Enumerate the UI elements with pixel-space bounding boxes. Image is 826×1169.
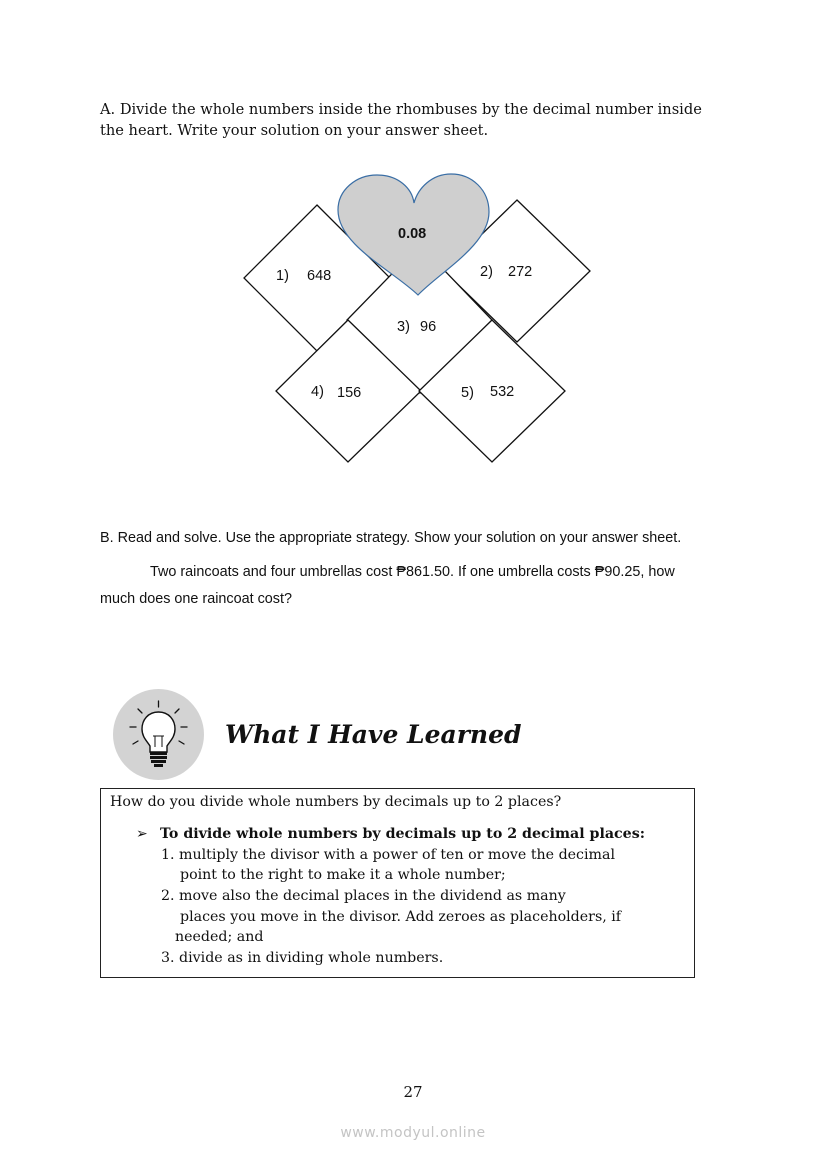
step-line-5: needed; and bbox=[175, 929, 264, 945]
rhombus-1-number: 1) bbox=[276, 268, 289, 284]
rhombus-3-number: 3) bbox=[397, 319, 410, 335]
step-line-3: 2. move also the decimal places in the dividend as many bbox=[161, 888, 566, 904]
step-line-6: 3. divide as in dividing whole numbers. bbox=[161, 950, 444, 966]
rhombus-2-number: 2) bbox=[480, 264, 493, 280]
rhombus-3-value: 96 bbox=[420, 319, 437, 335]
part-a-line-2: the heart. Write your solution on your answer sheet. bbox=[100, 122, 489, 139]
rhombus-5-number: 5) bbox=[461, 385, 474, 401]
rhombus-1-value: 648 bbox=[307, 268, 332, 284]
word-problem bbox=[100, 559, 730, 613]
division-figure bbox=[0, 0, 826, 520]
page-number: 27 bbox=[403, 1083, 423, 1101]
arrow-bullet-icon: ➢ bbox=[136, 826, 148, 842]
summary-heading-text: To divide whole numbers by decimals up to 2 decimal places: bbox=[160, 826, 645, 842]
heart-value: 0.08 bbox=[398, 226, 427, 242]
word-problem-line-2: much does one raincoat cost? bbox=[100, 591, 292, 607]
rhombus-2-value: 272 bbox=[508, 264, 533, 280]
part-a-line-1: A. Divide the whole numbers inside the rhombuses by the decimal number inside bbox=[100, 101, 702, 118]
step-line-4: places you move in the divisor. Add zeroes as placeholders, if bbox=[180, 909, 622, 925]
watermark: www.modyul.online bbox=[340, 1125, 486, 1141]
rhombus-4-number: 4) bbox=[311, 384, 324, 400]
step-line-1: 1. multiply the divisor with a power of ten or move the decimal bbox=[161, 847, 615, 863]
section-title: What I Have Learned bbox=[225, 720, 522, 749]
summary-question: How do you divide whole numbers by decimals up to 2 places? bbox=[110, 794, 562, 810]
lightbulb-icon bbox=[113, 689, 204, 780]
summary-heading bbox=[136, 826, 645, 842]
rhombus-5-value: 532 bbox=[490, 384, 515, 400]
rhombus-4-value: 156 bbox=[337, 385, 362, 401]
part-b-title: B. Read and solve. Use the appropriate strategy. Show your solution on your answer sheet. bbox=[100, 530, 682, 546]
word-problem-line-1: Two raincoats and four umbrellas cost ₱861.50. If one umbrella costs ₱90.25, how bbox=[150, 564, 675, 580]
step-line-2: point to the right to make it a whole number; bbox=[180, 867, 506, 883]
